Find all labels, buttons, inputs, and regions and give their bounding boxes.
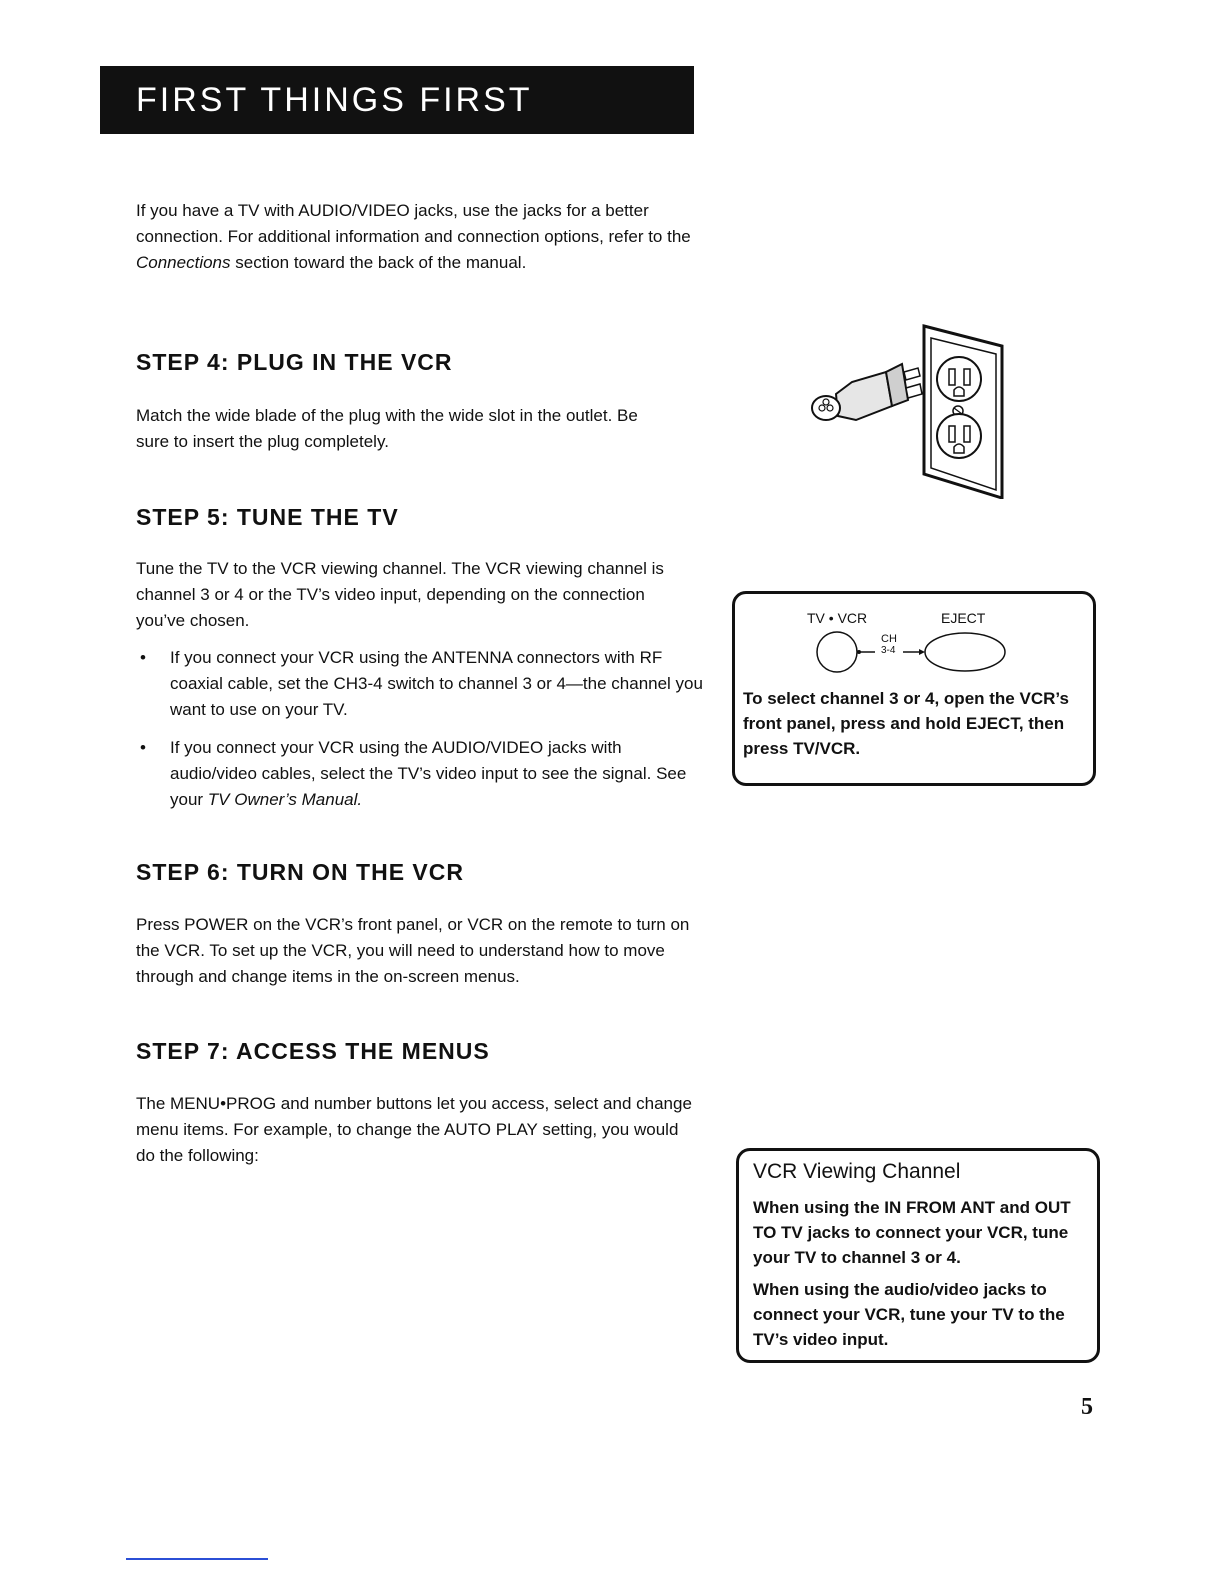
bullet-antenna: • If you connect your VCR using the ANTENNA connectors with RF coaxial cable, set the CH3-4 switch to channel 3 or 4—the channel you want to use on your TV. [136,645,706,723]
viewing-channel-av-note: When using the audio/video jacks to connect your VCR, tune your TV to the TV’s video input. [753,1280,1065,1349]
step6-body: Press POWER on the VCR’s front panel, or VCR on the remote to turn on the VCR. To set up the VCR, you will need to understand how to move through and change items in the on-screen menus. [136,915,690,986]
intro-text: If you have a TV with AUDIO/VIDEO jacks, use the jacks for a better connection. For additional information and connection options, refer to the [136,201,691,246]
channel-select-callout [732,591,1096,786]
plug-outlet-icon [806,324,1006,499]
channel-select-instructions: To select channel 3 or 4, open the VCR’s front panel, press and hold EJECT, then press TV/VCR. [743,689,1069,758]
intro-italic-text: Connections [136,253,231,272]
step5-body: Tune the TV to the VCR viewing channel. The VCR viewing channel is channel 3 or 4 or the TV’s video input, depending on the connection you’ve chosen. [136,559,664,630]
eject-label: EJECT [941,610,986,626]
viewing-channel-antenna-note: When using the IN FROM ANT and OUT TO TV jacks to connect your VCR, tune your TV to channel 3 or 4. [753,1198,1071,1267]
intro-text-end: section toward the back of the manual. [230,253,527,272]
step4-heading: STEP 4: PLUG IN THE VCR [136,349,453,375]
step4-body: Match the wide blade of the plug with the wide slot in the outlet. Be sure to insert the plug completely. [136,406,638,451]
step7-heading: STEP 7: ACCESS THE MENUS [136,1038,490,1064]
step5-heading: STEP 5: TUNE THE TV [136,504,399,530]
tv-vcr-label: TV • VCR [807,610,868,626]
intro-paragraph [136,198,702,276]
viewing-channel-title: VCR Viewing Channel [753,1160,961,1183]
step5-bullet-list [136,645,706,825]
bullet-audio-video-text: If you connect your VCR using the AUDIO/VIDEO jacks with audio/video cables, select the TV’s video input to see the signal. See your [170,738,687,809]
footer-divider [126,1558,268,1560]
step6-heading: STEP 6: TURN ON THE VCR [136,859,464,885]
plug-outlet-illustration [806,324,1006,504]
ch-value: 3-4 [881,645,896,656]
eject-button-icon [925,633,1005,671]
bullet-manual-reference: TV Owner’s Manual. [207,790,363,809]
ch-label: CH [881,633,897,645]
step7-body: The MENU•PROG and number buttons let you access, select and change menu items. For example, to change the AUTO PLAY setting, you would do the following: [136,1094,692,1165]
section-banner [100,66,694,134]
tv-vcr-button-icon [817,632,857,672]
bullet-audio-video [136,735,706,813]
front-panel-diagram [735,594,1095,684]
viewing-channel-callout [736,1148,1100,1363]
section-title: FIRST THINGS FIRST [136,80,533,119]
page-number: 5 [1081,1394,1093,1420]
